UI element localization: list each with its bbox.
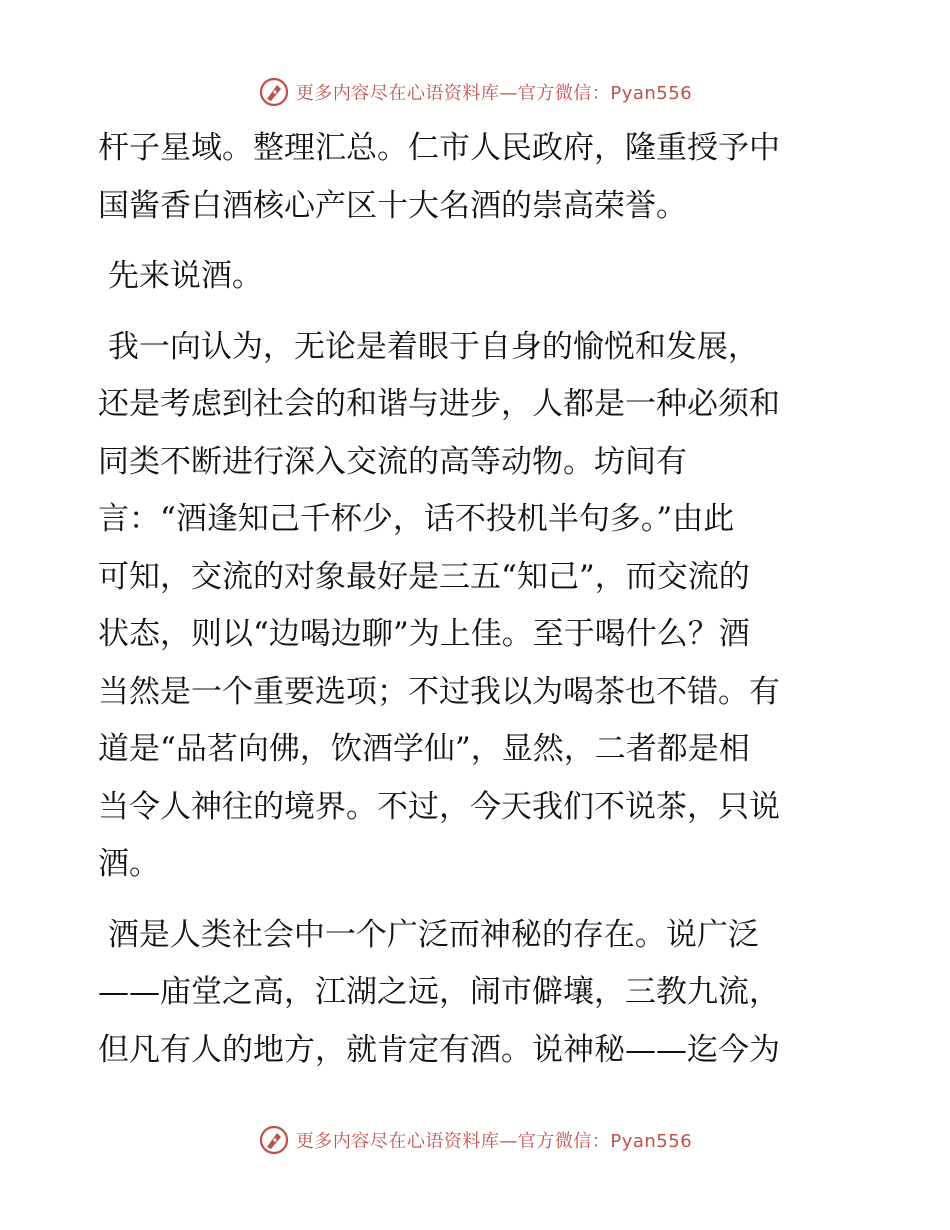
footer-banner xyxy=(0,1120,950,1160)
document-body xyxy=(98,120,858,1092)
paragraph-2: 先来说酒。 xyxy=(98,258,263,294)
paragraph-4: 酒是人类社会中一个广泛而神秘的存在。说广泛 ——庙堂之高，江湖之远，闹市僻壤，三教九流， 但凡有人的地方，就肯定有酒。说神秘——迄今为 xyxy=(98,916,780,1068)
paragraph-3: 我一向认为，无论是着眼于自身的愉悦和发展， 还是考虑到社会的和谐与进步，人都是一种必须和 同类不断进行深入交流的高等动物。坊间有 言：“酒逢知己千杯少，话不投机半句多。”由此 可知，交流的对象最好是三五“知己”，而交流的 状态，则以“边喝边聊”为上佳。至于喝什么？酒 当然是一个重要选项；不过我以为喝茶也不错。有 道是“品茗向佛，饮酒学仙”，显然，二者都是相 当令人神往的境界。不过，今天我们不说茶，只说 酒。 xyxy=(98,328,780,882)
pen-nib-logo-icon xyxy=(258,1124,290,1156)
paragraph-1: 杆子星域。整理汇总。仁市人民政府，隆重授予中 国酱香白酒核心产区十大名酒的崇高荣誉。 xyxy=(98,130,780,224)
footer-banner-text: 更多内容尽在心语资料库—官方微信：Pyan556 xyxy=(295,1131,693,1152)
pen-nib-logo-icon xyxy=(258,76,290,108)
header-banner xyxy=(0,72,950,112)
header-banner-text: 更多内容尽在心语资料库—官方微信：Pyan556 xyxy=(295,83,693,104)
